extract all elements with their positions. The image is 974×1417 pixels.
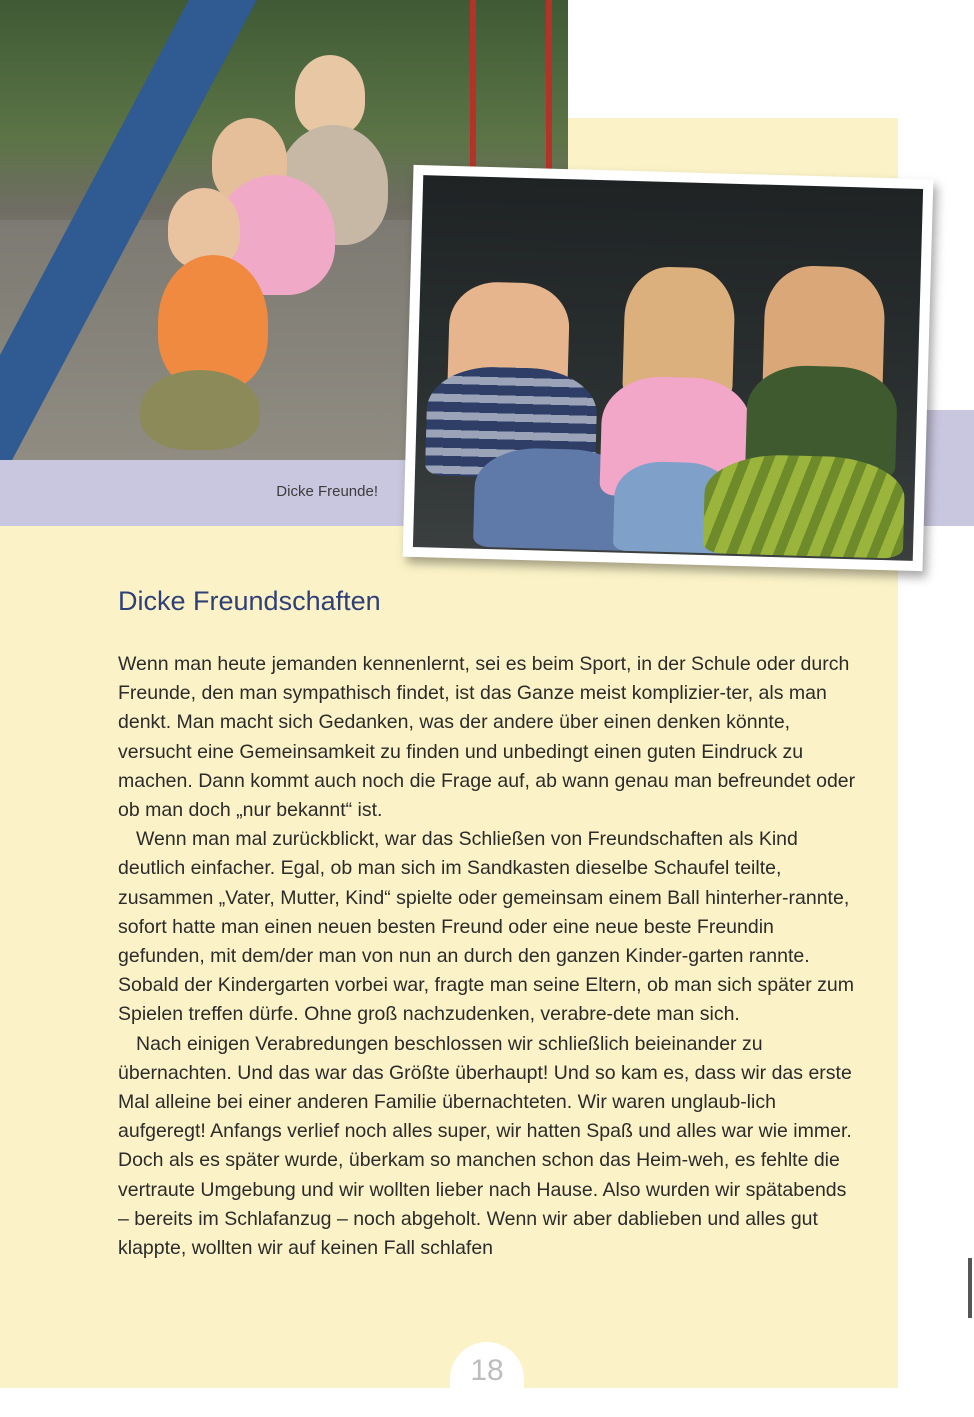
paragraph: Nach einigen Verabredungen beschlossen wir schließlich beieinander zu übernachten. Und das war das Größte überhaupt! Und so kam es, dass wir das erste Mal alleine bei einer anderen Familie übernachteten. Wir waren unglaub-lich aufgeregt! Anfangs verlief noch alles super, wir hatten Spaß und alles war wie immer. Doch als es später wurde, überkam so manchen schon das Heim-weh, es fehlte die vertraute Umgebung und wir wollten lieber nach Hause. Also wurden wir spätabends – bereits im Schlafanzug – noch abgeholt. Wenn wir aber dablieben und alles gut klappte, wollten wir auf keinen Fall schlafen: [118, 1032, 852, 1260]
friends-photo-frame: [403, 165, 934, 571]
page-edge-mark: [968, 1258, 972, 1318]
photo-ladder: [470, 0, 552, 180]
friends-photo: [413, 175, 923, 561]
photo-child: [295, 55, 365, 135]
page-number: 18: [470, 1354, 504, 1387]
photo-child: [703, 453, 906, 559]
paragraph: Wenn man mal zurückblickt, war das Schließen von Freundschaften als Kind deutlich einfacher. Egal, ob man sich im Sandkasten dieselbe Schaufel teilte, zusammen „Vater, Mutter, Kind“ spielte oder gemeinsam einem Ball hinterher-rannte, sofort hatte man einen neuen besten Freund oder eine neue beste Freundin gefunden, mit dem/der man von nun an durch den ganzen Kinder-garten rannte. Sobald der Kindergarten vorbei war, fragte man seine Eltern, ob man sich später zum Spielen treffen dürfe. Ohne groß nachzudenken, verabre-dete man sich.: [118, 828, 854, 1026]
article-body: [118, 650, 858, 1263]
paragraph: Wenn man heute jemanden kennenlernt, sei es beim Sport, in der Schule oder durch Freunde, den man sympathisch findet, ist das Ganze meist komplizier-ter, als man denkt. Man macht sich Gedanken, was der andere über einen denken könnte, versucht eine Gemeinsamkeit zu finden und unbedingt einen guten Eindruck zu machen. Dann kommt auch noch die Frage auf, ab wann genau man befreundet oder ob man doch „nur bekannt“ ist.: [118, 653, 856, 822]
photo-child: [158, 255, 268, 390]
photo-child: [140, 370, 260, 450]
page-title: Dicke Freundschaften: [118, 586, 381, 616]
photo-caption: Dicke Freunde!: [276, 483, 378, 500]
